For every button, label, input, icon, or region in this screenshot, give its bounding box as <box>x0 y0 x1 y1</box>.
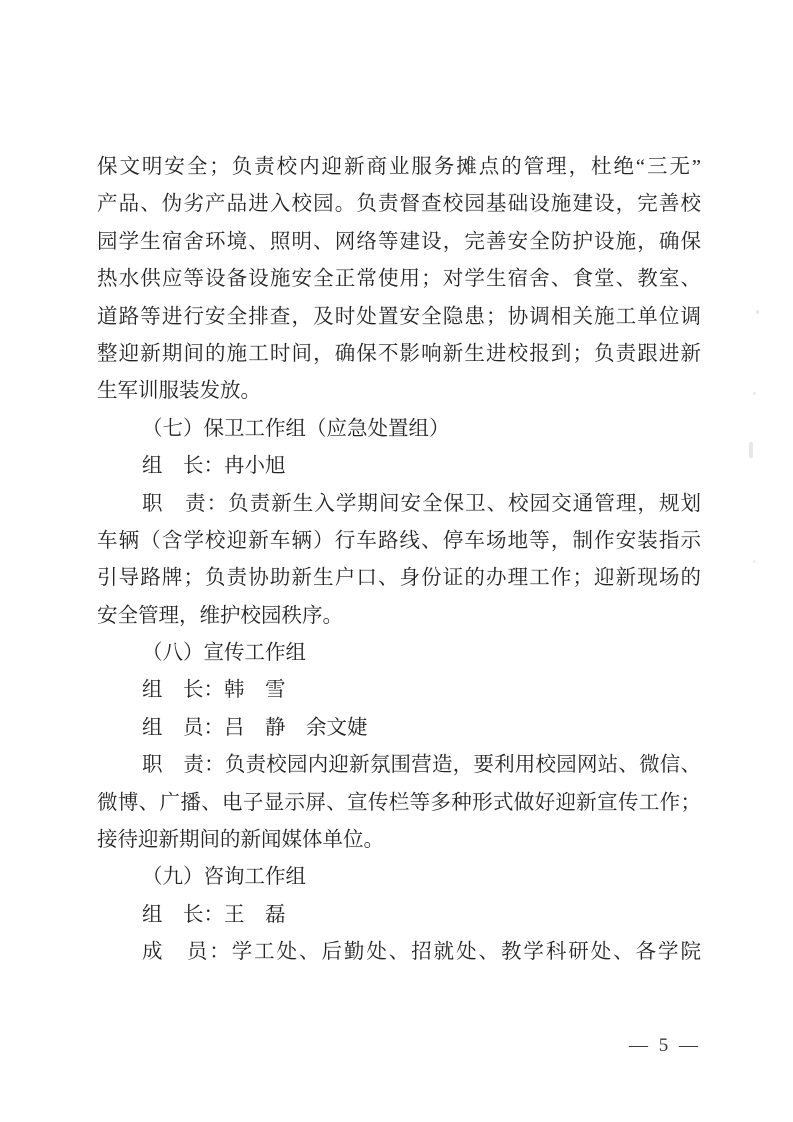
text-line: 安全管理，维护校园秩序。 <box>97 604 343 627</box>
text-line: 成 员：学工处、后勤处、招就处、教学科研处、各学院 <box>142 941 701 964</box>
text-line: 生军训服装发放。 <box>97 380 261 403</box>
text-line: 组 长：王 磊 <box>142 903 286 926</box>
text-line: 组 员：吕 静 余文婕 <box>142 716 368 739</box>
text-line: 产品、伪劣产品进入校园。负责督查校园基础设施建设，完善校 <box>97 193 701 216</box>
text-line: （八）宣传工作组 <box>142 642 306 665</box>
text-line: 道路等进行安全排查，及时处置安全隐患；协调相关施工单位调 <box>97 305 701 328</box>
text-line: 组 长：韩 雪 <box>142 679 286 702</box>
text-line: 整迎新期间的施工时间，确保不影响新生进校报到；负责跟进新 <box>97 342 701 365</box>
scan-artifact <box>749 442 753 458</box>
document-body <box>97 149 701 972</box>
text-line: 车辆（含学校迎新车辆）行车路线、停车场地等，制作安装指示 <box>97 529 701 552</box>
text-line: 园学生宿舍环境、照明、网络等建设，完善安全防护设施，确保 <box>97 230 701 253</box>
text-line: 接待迎新期间的新闻媒体单位。 <box>97 829 384 852</box>
text-line: 职 责：负责新生入学期间安全保卫、校园交通管理，规划 <box>142 492 701 515</box>
scan-artifact <box>756 310 759 314</box>
text-line: （七）保卫工作组（应急处置组） <box>142 417 450 440</box>
text-line: 组 长：冉小旭 <box>142 455 286 478</box>
scan-artifact <box>753 560 756 563</box>
text-line: 热水供应等设备设施安全正常使用；对学生宿舍、食堂、教室、 <box>97 268 701 291</box>
text-line: 职 责：负责校园内迎新氛围营造，要利用校园网站、微信、 <box>142 754 701 777</box>
text-line: 保文明安全；负责校内迎新商业服务摊点的管理，杜绝“三无” <box>97 156 701 178</box>
text-line: 引导路牌；负责协助新生户口、身份证的办理工作；迎新现场的 <box>97 567 701 590</box>
scan-artifact <box>753 392 756 395</box>
text-line: （九）咨询工作组 <box>142 866 306 889</box>
text-line: 微博、广播、电子显示屏、宣传栏等多种形式做好迎新宣传工作； <box>97 791 701 814</box>
page-number: — 5 — <box>629 1035 701 1056</box>
